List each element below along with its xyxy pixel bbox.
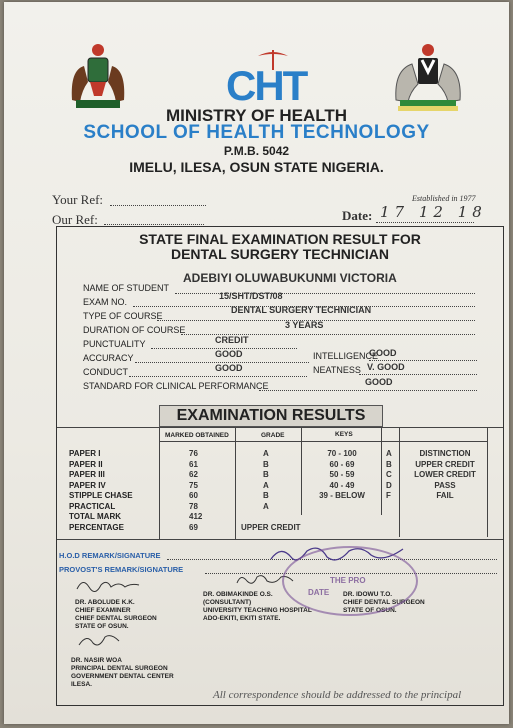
col-divider-3 bbox=[301, 427, 302, 515]
signature-abolude-icon bbox=[75, 575, 141, 595]
result-row-mark: 60 bbox=[189, 491, 198, 500]
signatory-abolude-name: DR. ABOLUDE K.K. bbox=[75, 599, 135, 606]
intelligence-line bbox=[369, 360, 477, 361]
stamp-text-line1: THE PRO bbox=[330, 576, 366, 585]
result-row-grade: B bbox=[263, 470, 269, 479]
grade-key-range: 60 - 69 bbox=[329, 459, 355, 469]
col-header-grade: GRADE bbox=[261, 432, 285, 439]
signatory-abolude-title: CHIEF EXAMINER bbox=[75, 607, 131, 614]
result-row-mark: 76 bbox=[189, 449, 198, 458]
intelligence-value: GOOD bbox=[369, 348, 397, 358]
col-divider-4 bbox=[381, 427, 382, 515]
duration-value: 3 YEARS bbox=[285, 320, 324, 330]
grade-key-range: 50 - 59 bbox=[329, 470, 355, 479]
col-divider-6 bbox=[487, 427, 488, 537]
school-logo-text: CHT bbox=[226, 62, 307, 109]
grade-key-range: 40 - 49 bbox=[329, 480, 355, 490]
hod-remark-label: H.O.D REMARK/SIGNATURE bbox=[59, 551, 161, 560]
table-header-rule bbox=[159, 441, 487, 442]
grade-key-range: 39 - BELOW bbox=[319, 491, 365, 500]
result-row-label: TOTAL MARK bbox=[69, 512, 121, 521]
result-row-grade: A bbox=[263, 480, 269, 490]
signatory-abolude bbox=[75, 599, 157, 631]
result-row-label: PRACTICAL bbox=[69, 501, 116, 511]
neatness-value: V. GOOD bbox=[367, 362, 405, 372]
col-header-keys: KEYS bbox=[335, 431, 353, 438]
clinical-label: STANDARD FOR CLINICAL PERFORMANCE bbox=[83, 381, 269, 391]
student-name-value: ADEBIYI OLUWABUKUNMI VICTORIA bbox=[183, 271, 397, 285]
result-row-grade: UPPER CREDIT bbox=[241, 522, 301, 532]
signatory-idowu-title: CHIEF DENTAL SURGEON bbox=[343, 599, 425, 606]
signatory-obimakinde-name: DR. OBIMAKINDE O.S. bbox=[203, 591, 273, 598]
signatory-abolude-role: CHIEF DENTAL SURGEON bbox=[75, 615, 157, 622]
signatory-nasir-title: PRINCIPAL DENTAL SURGEON bbox=[71, 665, 168, 672]
signatory-abolude-state: STATE OF OSUN. bbox=[75, 623, 129, 630]
result-box bbox=[56, 226, 504, 706]
coat-of-arms-left-icon bbox=[62, 40, 134, 112]
postal-box: P.M.B. 5042 bbox=[223, 144, 290, 158]
clinical-line bbox=[259, 390, 477, 391]
result-row-label: STIPPLE CHASE bbox=[69, 491, 133, 500]
result-row-mark: 412 bbox=[189, 512, 203, 521]
conduct-label: CONDUCT bbox=[83, 367, 128, 377]
table-bottom-rule bbox=[57, 539, 503, 540]
exam-no-label: EXAM NO. bbox=[83, 297, 128, 307]
result-row-grade: B bbox=[263, 491, 269, 500]
conduct-line bbox=[129, 376, 307, 377]
your-ref-label: Your Ref: bbox=[52, 192, 104, 207]
intelligence-label: INTELLIGENCE bbox=[313, 351, 379, 361]
signatory-nasir-center: GOVERNMENT DENTAL CENTER bbox=[71, 673, 174, 680]
grade-key-letter: A bbox=[386, 449, 392, 458]
grade-key-meaning: FAIL bbox=[436, 491, 454, 500]
certificate-paper bbox=[4, 2, 509, 724]
signatory-obimakinde-hospital: UNIVERSITY TEACHING HOSPITAL bbox=[203, 607, 312, 614]
neatness-line bbox=[359, 374, 477, 375]
grade-key-letter: B bbox=[386, 459, 392, 469]
signatory-nasir-name: DR. NASIR WOA bbox=[71, 657, 122, 664]
date-value: 17 12 18 bbox=[380, 203, 487, 221]
duration-label: DURATION OF COURSE bbox=[83, 325, 186, 335]
result-row-grade: A bbox=[263, 449, 269, 458]
signatory-obimakinde-title: (CONSULTANT) bbox=[203, 599, 252, 606]
grade-key-range: 70 - 100 bbox=[327, 449, 357, 458]
signatory-nasir bbox=[71, 657, 174, 689]
signatory-idowu-name: DR. IDOWU T.O. bbox=[343, 591, 393, 598]
result-title-line2: DENTAL SURGERY TECHNICIAN bbox=[170, 246, 390, 262]
school-name: SCHOOL OF HEALTH TECHNOLOGY bbox=[83, 122, 430, 143]
grade-key-letter: F bbox=[386, 491, 391, 500]
result-row-label: PAPER II bbox=[69, 459, 103, 469]
col-divider-1 bbox=[159, 427, 160, 539]
grade-key-meaning: PASS bbox=[434, 480, 456, 490]
clinical-value: GOOD bbox=[365, 377, 393, 387]
date-line bbox=[376, 222, 474, 223]
result-title-line1: STATE FINAL EXAMINATION RESULT FOR bbox=[139, 231, 421, 247]
grade-key-letter: C bbox=[386, 470, 392, 479]
result-row-label: PAPER I bbox=[69, 449, 101, 458]
exam-results-heading: EXAMINATION RESULTS bbox=[159, 405, 383, 427]
punctuality-value: CREDIT bbox=[215, 335, 249, 345]
table-top-rule bbox=[57, 427, 503, 428]
exam-no-value: 15/SHT/DST/08 bbox=[219, 291, 283, 301]
our-ref-label: Our Ref: bbox=[52, 212, 98, 227]
accuracy-label: ACCURACY bbox=[83, 353, 134, 363]
col-header-marks: MARKED OBTAINED bbox=[165, 432, 229, 439]
your-ref-line bbox=[110, 205, 206, 206]
established-note: Established in 1977 bbox=[412, 194, 476, 203]
punctuality-label: PUNCTUALITY bbox=[83, 339, 146, 349]
student-name-label: NAME OF STUDENT bbox=[83, 283, 170, 293]
result-row-mark: 78 bbox=[189, 501, 198, 511]
course-type-label: TYPE OF COURSE bbox=[83, 311, 163, 321]
provost-remark-label: PROVOST'S REMARK/SIGNATURE bbox=[59, 565, 184, 574]
result-row-mark: 61 bbox=[189, 459, 198, 469]
col-divider-5 bbox=[399, 427, 400, 537]
stamp-text-line2: DATE bbox=[308, 588, 330, 597]
result-row-label: PERCENTAGE bbox=[69, 522, 124, 532]
neatness-label: NEATNESS bbox=[313, 365, 361, 375]
grade-key-meaning: DISTINCTION bbox=[419, 449, 471, 458]
result-row-mark: 75 bbox=[189, 480, 198, 490]
nigeria-coat-of-arms-icon bbox=[388, 42, 468, 112]
signatory-nasir-location: ILESA. bbox=[71, 681, 92, 688]
grade-key-meaning: UPPER CREDIT bbox=[415, 459, 475, 469]
result-row-grade: A bbox=[263, 501, 269, 511]
result-row-grade: B bbox=[263, 459, 269, 469]
signatory-obimakinde-location: ADO-EKITI, EKITI STATE. bbox=[203, 615, 281, 622]
signature-nasir-icon bbox=[77, 631, 121, 651]
course-type-value: DENTAL SURGERY TECHNICIAN bbox=[231, 305, 372, 315]
ministry-title: MINISTRY OF HEALTH bbox=[165, 106, 347, 125]
footer-note: All correspondence should be addressed to the principal bbox=[213, 689, 462, 701]
result-row-label: PAPER III bbox=[69, 470, 105, 479]
result-row-label: PAPER IV bbox=[69, 480, 106, 490]
col-divider-2 bbox=[235, 427, 236, 539]
conduct-value: GOOD bbox=[215, 363, 243, 373]
signatory-idowu-state: STATE OF OSUN. bbox=[343, 607, 397, 614]
school-address: IMELU, ILESA, OSUN STATE NIGERIA. bbox=[129, 159, 384, 175]
result-row-mark: 62 bbox=[189, 470, 198, 479]
result-row-mark: 69 bbox=[189, 522, 198, 532]
date-label: Date: bbox=[342, 208, 373, 223]
grade-key-meaning: LOWER CREDIT bbox=[414, 470, 476, 479]
grade-key-letter: D bbox=[386, 480, 392, 490]
accuracy-value: GOOD bbox=[215, 349, 243, 359]
our-ref-line bbox=[104, 224, 204, 225]
